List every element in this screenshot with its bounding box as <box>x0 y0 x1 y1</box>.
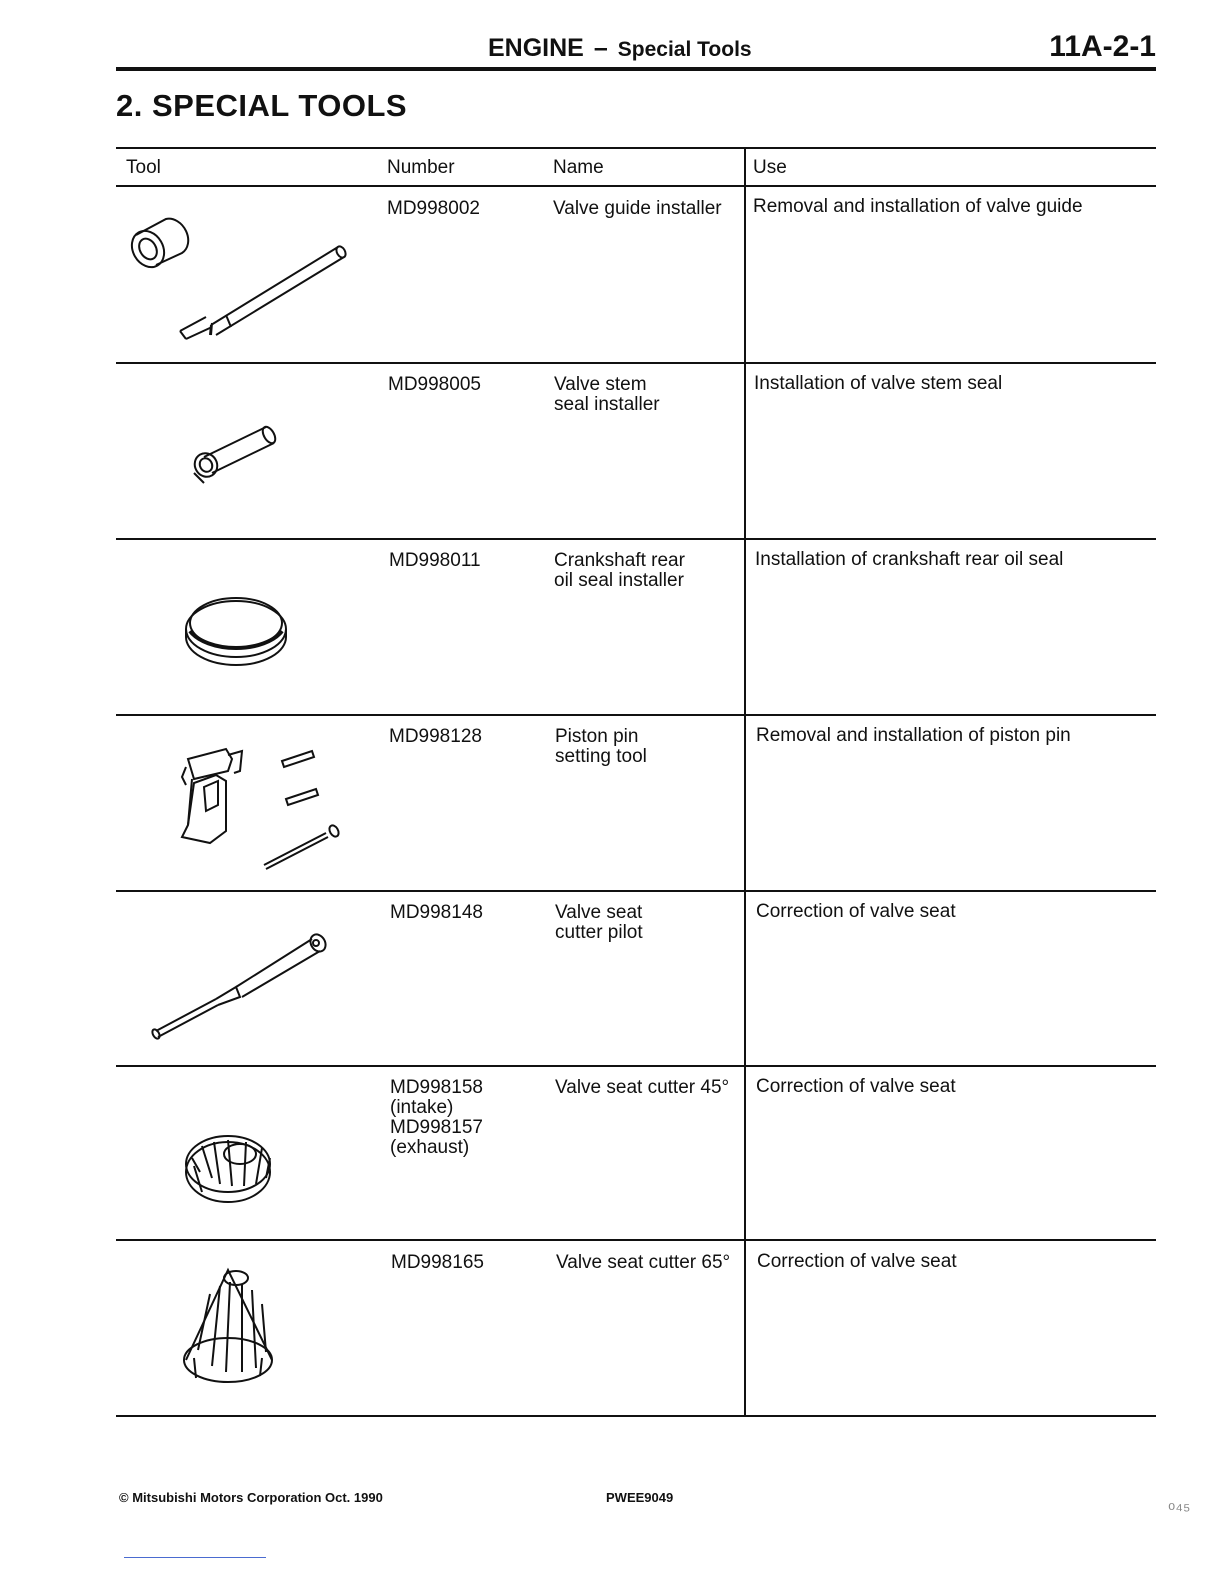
page-header <box>116 30 1156 70</box>
tool-number: MD998148 <box>390 902 483 923</box>
footer-code: PWEE9049 <box>606 1490 674 1505</box>
tool-name: Crankshaft rear oil seal installer <box>554 550 685 591</box>
tool-number: MD998011 <box>389 550 481 571</box>
tool-name: Valve stem seal installer <box>554 374 660 415</box>
tool-use: Correction of valve seat <box>756 901 956 922</box>
valve-guide-installer-icon <box>116 187 386 363</box>
tool-name: Valve seat cutter 45° <box>555 1077 730 1098</box>
tool-use: Correction of valve seat <box>757 1251 957 1272</box>
tool-number: MD998002 <box>387 198 480 219</box>
bottom-edge-line <box>124 1557 266 1558</box>
tool-number: MD998158 (intake) MD998157 (exhaust) <box>390 1077 483 1158</box>
page-number: 11A-2-1 <box>1049 30 1156 63</box>
row-divider <box>116 538 1156 540</box>
section-title: 2. SPECIAL TOOLS <box>116 88 408 123</box>
valve-stem-seal-installer-icon <box>116 365 386 541</box>
row-divider <box>116 1239 1156 1241</box>
header-section: ENGINE <box>488 34 584 62</box>
tool-name: Valve seat cutter 65° <box>556 1252 731 1273</box>
column-header-number: Number <box>387 157 455 178</box>
corner-mark: ⁰⁴⁵ <box>1168 1500 1191 1520</box>
row-divider <box>116 714 1156 716</box>
valve-seat-cutter-65-icon <box>116 1242 386 1418</box>
tool-number: MD998128 <box>389 726 482 747</box>
tool-use: Correction of valve seat <box>756 1076 956 1097</box>
piston-pin-setting-tool-icon <box>116 717 386 893</box>
tool-name: Valve guide installer <box>553 198 722 219</box>
crankshaft-oil-seal-installer-icon <box>116 541 386 717</box>
tool-name: Valve seat cutter pilot <box>555 902 643 943</box>
table-top-rule <box>116 147 1156 149</box>
footer-copyright: © Mitsubishi Motors Corporation Oct. 1990 <box>119 1490 383 1505</box>
column-header-tool: Tool <box>126 157 161 178</box>
table-bottom-rule <box>116 1415 1156 1417</box>
tool-use: Removal and installation of valve guide <box>753 196 1083 217</box>
tool-use: Removal and installation of piston pin <box>756 725 1071 746</box>
header-separator: – <box>593 34 608 62</box>
header-rule <box>116 67 1156 71</box>
tool-use: Installation of valve stem seal <box>754 373 1003 394</box>
tool-number: MD998165 <box>391 1252 484 1273</box>
row-divider <box>116 362 1156 364</box>
column-header-use: Use <box>753 157 787 178</box>
tool-name: Piston pin setting tool <box>555 726 647 767</box>
table-column-divider <box>744 147 746 1417</box>
tool-use: Installation of crankshaft rear oil seal <box>755 549 1064 570</box>
header-title <box>488 34 752 63</box>
valve-seat-cutter-45-icon <box>116 1068 386 1244</box>
valve-seat-cutter-pilot-icon <box>116 893 386 1069</box>
header-subtitle: Special Tools <box>617 38 752 61</box>
row-divider <box>116 890 1156 892</box>
row-divider <box>116 1065 1156 1067</box>
column-header-name: Name <box>553 157 604 178</box>
tool-number: MD998005 <box>388 374 481 395</box>
